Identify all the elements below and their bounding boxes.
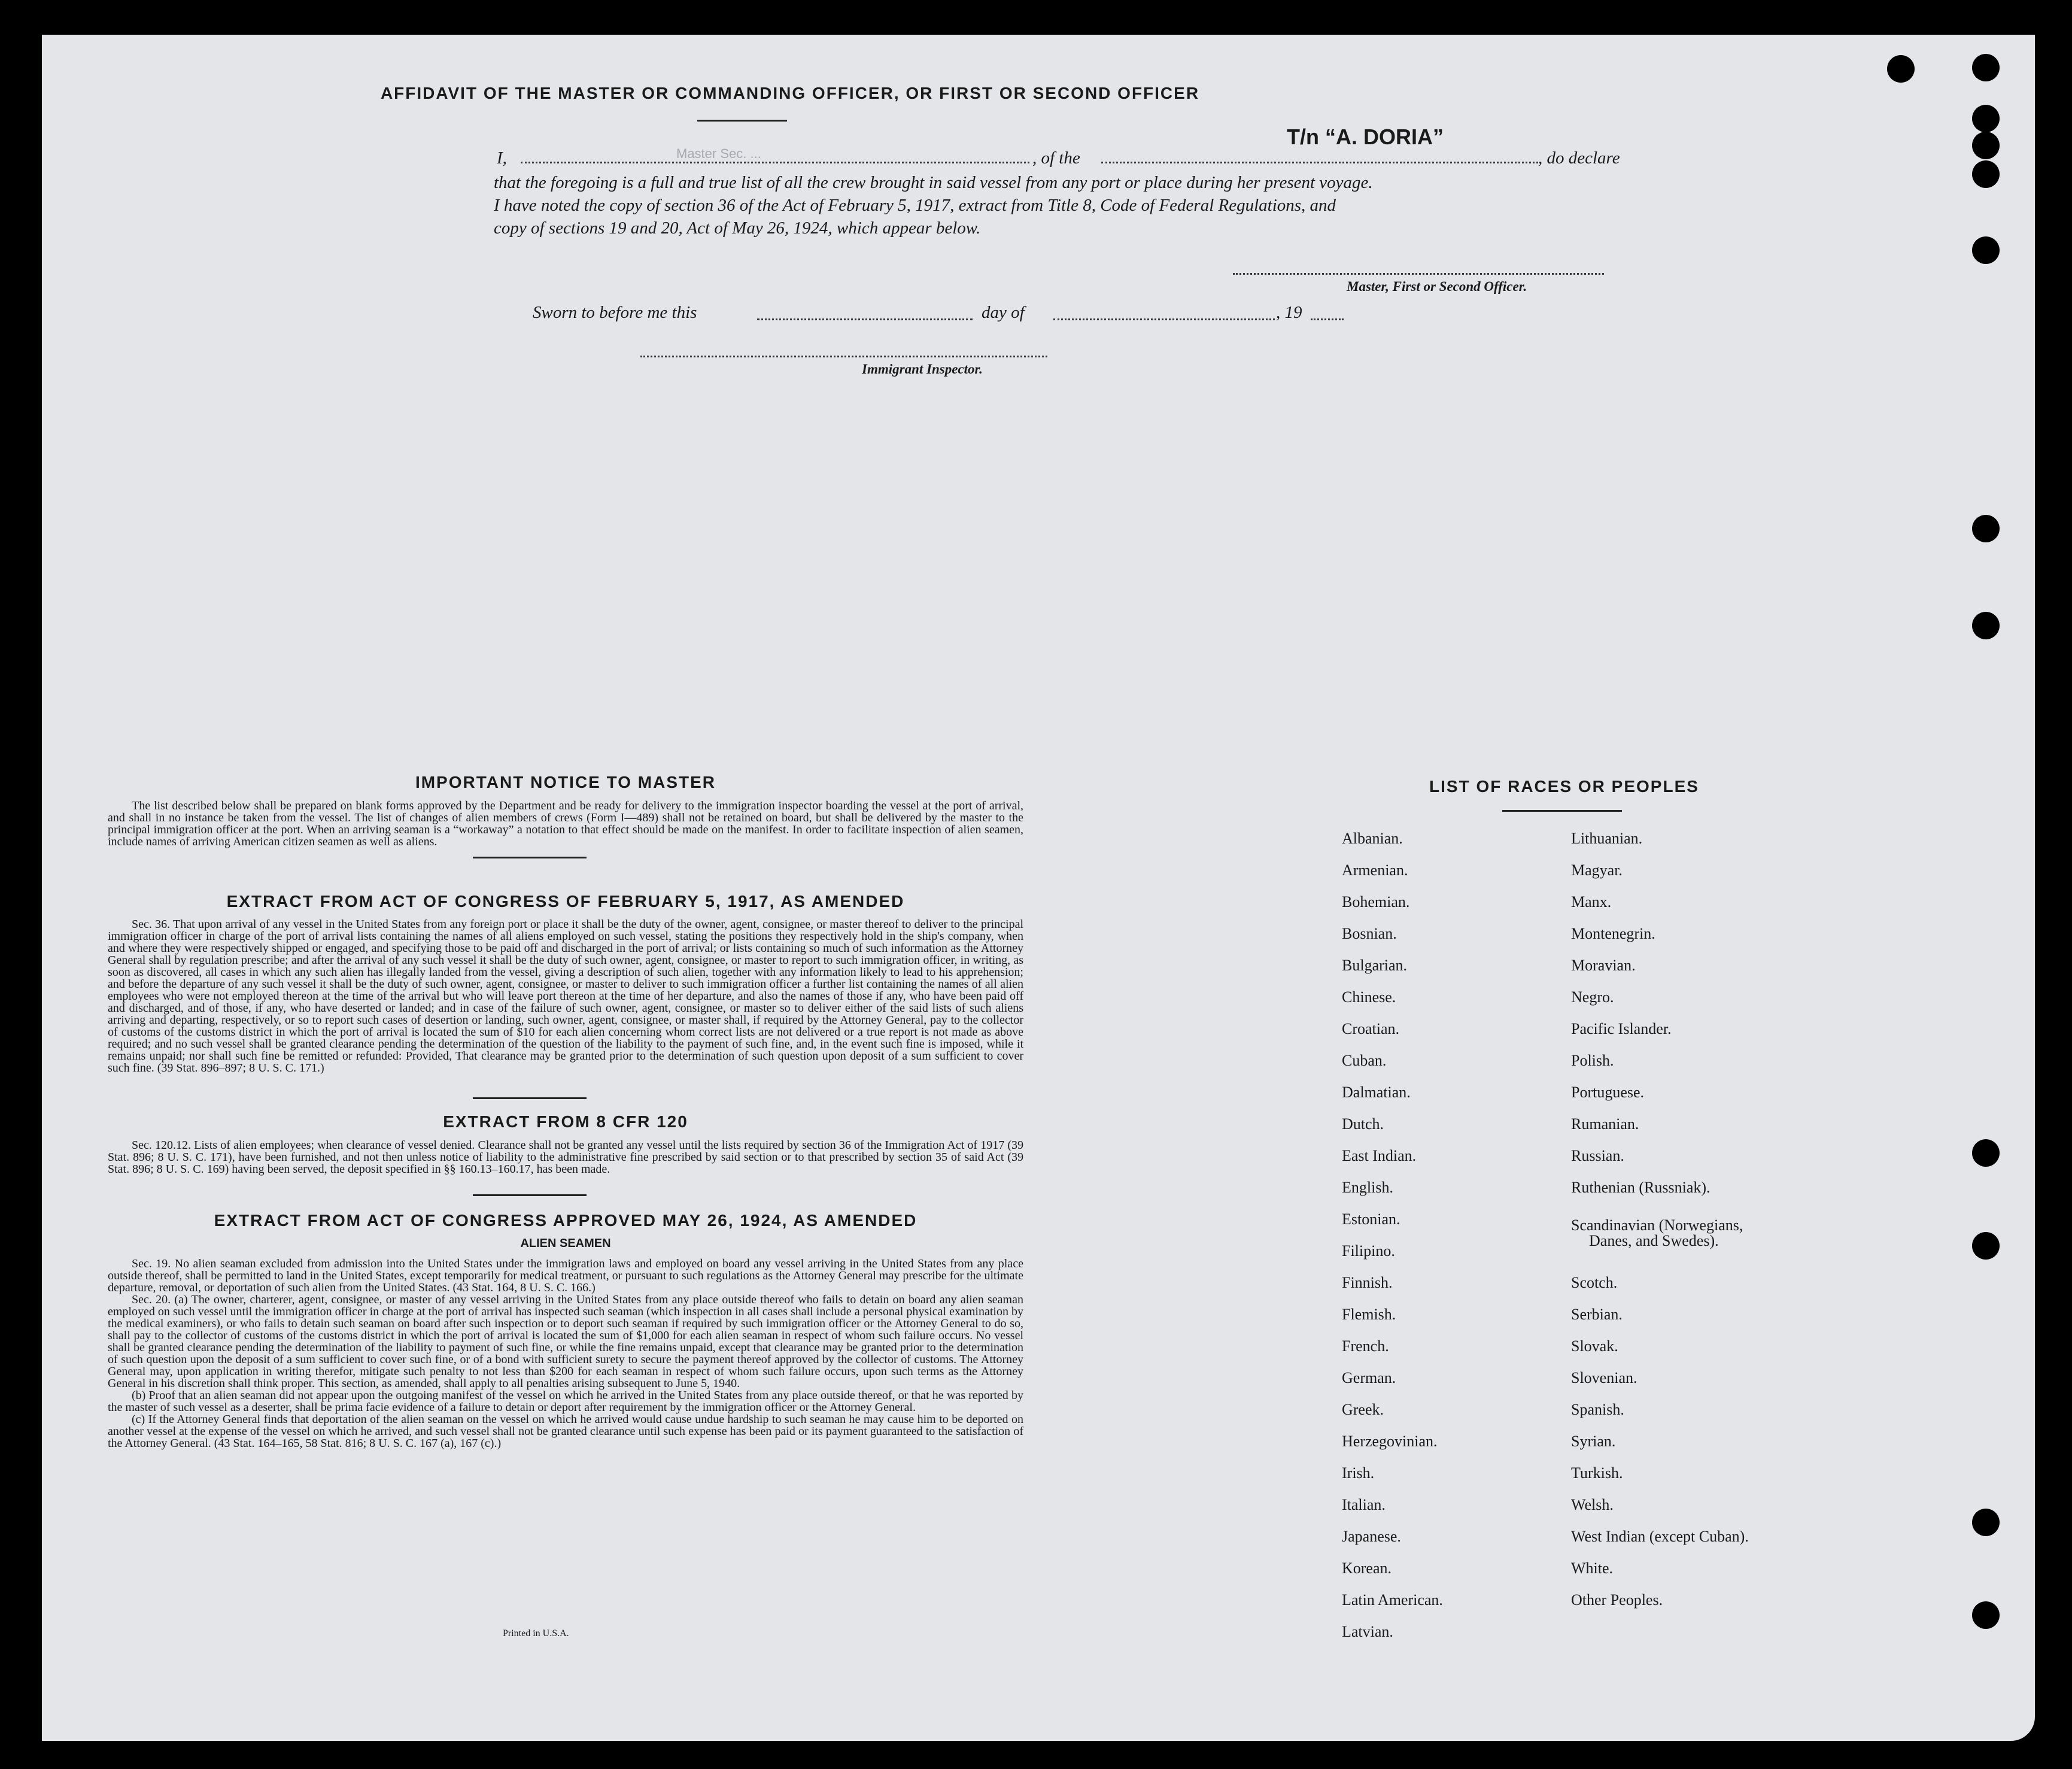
binder-hole (1972, 105, 2000, 132)
race-item: Montenegrin. (1571, 925, 1655, 942)
race-item: Bulgarian. (1342, 957, 1408, 974)
race-item: Rumanian. (1571, 1115, 1639, 1133)
race-item: East Indian. (1342, 1147, 1417, 1164)
race-item: French. (1342, 1337, 1389, 1355)
affidavit-title: AFFIDAVIT OF THE MASTER OR COMMANDING OFFICER, OR FIRST OR SECOND OFFICER (380, 84, 1200, 102)
binder-hole (1972, 1232, 2000, 1260)
binder-hole (1972, 1601, 2000, 1629)
race-item: Lithuanian. (1571, 830, 1643, 847)
race-item: Chinese. (1342, 988, 1396, 1006)
race-item: Portuguese. (1571, 1084, 1645, 1101)
sworn-month-line (1053, 318, 1275, 320)
do-declare-label: , do declare (1538, 148, 1620, 168)
race-item: Turkish. (1571, 1464, 1623, 1482)
sec-20a-paragraph: Sec. 20. (a) The owner, charterer, agent, consignee, or master of any vessel arriving in the United States from any place outside thereof who fails to detain on board any alien seaman employed on such vessel until the immigration officer in charge at the port of arrival has inspected such seaman (which inspection in all cases shall include a personal physical examination by the medical examiners), or who fails to detain such seaman on board after such inspection or to deport such seaman if required by such immigration officer or the Attorney General to do so, shall pay to the collector of customs of the customs district in which the port of arrival is located the sum of $1,000 for each alien seaman in respect of whom such failure occurs. No vessel shall be granted clearance pending the determination of the liability to payment of such fine, or while the fine remains unpaid, except that clearance may be granted prior to the determination of such question upon the deposit of a sum sufficient to cover such fine, or of a bond with sufficient surety to secure the payment thereof approved by the collector of customs. The Attorney General may, upon application in writing therefor, mitigate such penalty to not less than $200 for each seaman in respect of whom such failure occurs, upon such terms as the Attorney General in his discretion shall think proper. This section, as amended, shall apply to all penalties arising subsequent to June 5, 1940. (108, 1293, 1023, 1390)
race-item: Welsh. (1571, 1496, 1614, 1513)
divider (473, 1097, 587, 1099)
affidavit-i-label: I, (497, 148, 507, 168)
binder-hole (1972, 1509, 2000, 1536)
divider (1502, 810, 1622, 812)
races-list-title: LIST OF RACES OR PEOPLES (1429, 777, 1699, 796)
race-item: English. (1342, 1179, 1393, 1196)
signature-line (1233, 273, 1604, 275)
race-item: German. (1342, 1369, 1396, 1386)
document-page (42, 35, 2035, 1741)
race-item: Finnish. (1342, 1274, 1393, 1291)
race-item: Manx. (1571, 893, 1612, 911)
binder-hole (1972, 132, 2000, 159)
sworn-label: Sworn to before me this (533, 303, 697, 322)
race-item: Cuban. (1342, 1052, 1387, 1069)
race-item: Korean. (1342, 1559, 1392, 1577)
race-item: Ruthenian (Russniak). (1571, 1179, 1711, 1196)
race-item: Other Peoples. (1571, 1591, 1663, 1609)
name-line (521, 162, 1029, 163)
handwritten-name: Master Sec. ... (676, 146, 761, 161)
year-line (1311, 318, 1344, 320)
race-item: Syrian. (1571, 1433, 1616, 1450)
vessel-line (1101, 162, 1538, 163)
race-item: Italian. (1342, 1496, 1386, 1513)
divider (473, 857, 587, 858)
race-item: Armenian. (1342, 861, 1408, 879)
race-item: Latvian. (1342, 1623, 1393, 1640)
binder-hole (1972, 612, 2000, 639)
handwritten-vessel-name: T/n “A. DORIA” (1287, 125, 1444, 149)
divider (473, 1194, 587, 1196)
race-item: Pacific Islander. (1571, 1020, 1672, 1037)
race-item: Flemish. (1342, 1306, 1396, 1323)
race-item: West Indian (except Cuban). (1571, 1528, 1749, 1545)
race-item: Danes, and Swedes). (1589, 1232, 1719, 1249)
race-item: Negro. (1571, 988, 1614, 1006)
race-item: Herzegovinian. (1342, 1433, 1438, 1450)
extract-1917-title: EXTRACT FROM ACT OF CONGRESS OF FEBRUARY 5, 1917, AS AMENDED (226, 892, 905, 911)
race-item: Scotch. (1571, 1274, 1618, 1291)
race-item: Moravian. (1571, 957, 1636, 974)
race-item: Dutch. (1342, 1115, 1384, 1133)
race-item: Magyar. (1571, 861, 1623, 879)
sec-19-paragraph: Sec. 19. No alien seaman excluded from admission into the United States under the immigration laws and employed on board any vessel arriving in the United States from any place outside thereof, shall be permitted to land in the United States, except temporarily for medical treatment, or pursuant to such regulations as the Attorney General may prescribe for the ultimate departure, removal, or deportation of such alien from the United States. (43 Stat. 164, 8 U. S. C. 166.) (108, 1257, 1023, 1294)
race-item: Polish. (1571, 1052, 1614, 1069)
divider (697, 120, 787, 122)
race-item: Russian. (1571, 1147, 1624, 1164)
extract-1924-subtitle: ALIEN SEAMEN (520, 1237, 611, 1250)
race-item: Scandinavian (Norwegians, (1571, 1216, 1743, 1234)
extract-1917-body: Sec. 36. That upon arrival of any vessel in the United States from any foreign port or place it shall be the duty of the owner, agent, consignee, or master thereof to deliver to the principal immigration officer in charge of the port of arrival lists containing the names of all aliens employed on such vessel, stating the positions they respectively hold in the ship's company, when and where they were respectively shipped or engaged, and specifying those to be paid off and discharged in the port of arrival; or lists containing so much of such information as the Attorney General shall by regulation prescribe; and after the arrival of any such vessel it shall be the duty of such owner, agent, consignee, or master to report to such immigration officer, in writing, as soon as discovered, all cases in which any such alien has illegally landed from the vessel, giving a description of such alien, together with any information likely to lead to his apprehension; and before the departure of any such vessel it shall be the duty of such owner, agent, consignee, or master to deliver to such immigration officer a further list containing the names of all alien employees who were not employed thereon at the time of the arrival but who will leave port thereon at the time of her departure, and also the names of those if any, who have been paid off and discharged, and of those, if any, who have deserted or landed; and in case of the failure of such owner, agent, consignee, or master so to deliver either of the said lists of such aliens arriving and departing, respectively, or so to report such cases of desertion or landing, such owner, agent, consignee, or master shall, if required by the Attorney General, pay to the collector of customs of the customs district in which the port of arrival is located the sum of $10 for each alien concerning whom correct lists are not delivered or a true report is not made as above required; and no such vessel shall be granted clearance pending the determination of the question of the liability to the payment of such fine, and, in the event such fine is imposed, while it remains unpaid; nor shall such fine be remitted or refunded: Provided, That clearance may be granted prior to the determination of such question upon deposit of a sum sufficient to cover such fine. (39 Stat. 896–897; 8 U. S. C. 171.) (108, 918, 1023, 1075)
notice-title: IMPORTANT NOTICE TO MASTER (415, 773, 716, 791)
race-item: Serbian. (1571, 1306, 1623, 1323)
extract-cfr-title: EXTRACT FROM 8 CFR 120 (443, 1112, 688, 1131)
sworn-day-line (757, 318, 973, 320)
race-item: Spanish. (1571, 1401, 1624, 1418)
affidavit-line-3: I have noted the copy of section 36 of the Act of February 5, 1917, extract from Title 8, Code of Federal Regulations, and (494, 196, 1336, 215)
notice-body: The list described below shall be prepared on blank forms approved by the Department and be ready for delivery to the immigration inspector boarding the vessel at the port of arrival, and shall in no instance be taken from the vessel. The list of changes of alien members of crews (Form I—489) shall not be retained on board, but shall be delivered by the master to the principal immigration officer at the port. When an arriving seaman is a “workaway” a notation to that effect should be made on the manifest. In order to facilitate inspection of alien seamen, include names of arriving American citizen seamen as well as aliens. (108, 799, 1023, 848)
race-item: Latin American. (1342, 1591, 1443, 1609)
race-item: Slovenian. (1571, 1369, 1637, 1386)
binder-hole (1972, 236, 2000, 264)
affidavit-line-4: copy of sections 19 and 20, Act of May 26, 1924, which appear below. (494, 219, 981, 238)
of-the-label: , of the (1032, 148, 1080, 168)
extract-1924-body (108, 1258, 1023, 1449)
race-item: Bohemian. (1342, 893, 1410, 911)
printed-in-usa: Printed in U.S.A. (503, 1628, 569, 1638)
race-item: Estonian. (1342, 1210, 1400, 1228)
race-item: Croatian. (1342, 1020, 1400, 1037)
race-item: Bosnian. (1342, 925, 1397, 942)
binder-hole (1887, 55, 1915, 83)
extract-1924-title: EXTRACT FROM ACT OF CONGRESS APPROVED MAY 26, 1924, AS AMENDED (214, 1211, 917, 1230)
race-item: Slovak. (1571, 1337, 1618, 1355)
year-label: , 19 (1276, 303, 1302, 322)
race-item: Japanese. (1342, 1528, 1401, 1545)
day-of-label: day of (982, 303, 1025, 322)
binder-hole (1972, 54, 2000, 81)
sec-20b-paragraph: (b) Proof that an alien seaman did not appear upon the outgoing manifest of the vessel on which he arrived in the United States from any place outside thereof, or that he was reported by the master of such vessel as a deserter, shall be prima facie evidence of a failure to detain or deport after requirement by the immigration officer or the Attorney General. (108, 1389, 1023, 1414)
binder-hole (1972, 1139, 2000, 1167)
race-item: Filipino. (1342, 1242, 1395, 1260)
inspector-caption: Immigrant Inspector. (862, 362, 983, 377)
extract-cfr-body: Sec. 120.12. Lists of alien employees; when clearance of vessel denied. Clearance shall not be granted any vessel until the lists required by section 36 of the Immigration Act of 1917 (39 Stat. 896; 8 U. S. C. 171), have been furnished, and not then unless notice of liability to the administrative fine prescribed by said section or to that prescribed by section 35 of said Act (39 Stat. 896; 8 U. S. C. 169) having been served, the deposit specified in §§ 160.13–160.17, has been made. (108, 1139, 1023, 1176)
signature-caption: Master, First or Second Officer. (1347, 279, 1527, 294)
sec-20c-paragraph: (c) If the Attorney General finds that deportation of the alien seaman on the vessel on which he arrived would cause undue hardship to such seaman he may cause him to be deported on another vessel at the expense of the vessel on which he arrived, and such vessel shall not be granted clearance until such expense has been paid or its payment guaranteed to the satisfaction of the Attorney General. (43 Stat. 164–165, 58 Stat. 816; 8 U. S. C. 167 (a), 167 (c).) (108, 1413, 1023, 1450)
binder-hole (1972, 160, 2000, 188)
race-item: Albanian. (1342, 830, 1403, 847)
inspector-signature-line (640, 356, 1047, 357)
race-item: Irish. (1342, 1464, 1375, 1482)
race-item: Dalmatian. (1342, 1084, 1411, 1101)
race-item: White. (1571, 1559, 1614, 1577)
affidavit-line-2: that the foregoing is a full and true list of all the crew brought in said vessel from any port or place during her present voyage. (494, 173, 1373, 192)
race-item: Greek. (1342, 1401, 1384, 1418)
binder-hole (1972, 515, 2000, 542)
